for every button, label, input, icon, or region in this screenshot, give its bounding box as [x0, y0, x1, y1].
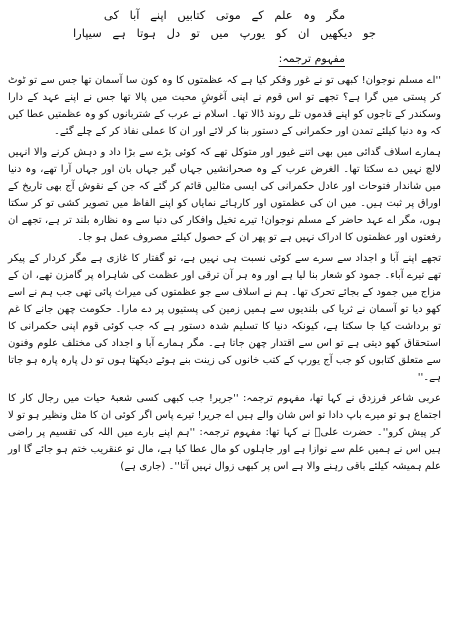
poem-line-2: جو دیکھیں ان کو یورپ میں تو دل ہوتا ہے سیپارا — [72, 26, 377, 40]
paragraph-1: ''اے مسلم نوجوان! کبھی تو نے غور وفکر کیا ہے کہ عظمتوں کا وہ کون سا آسمان تھا جس سے تو ٹوٹ کر پستی میں گرا ہے؟ تجھے تو اس قوم نے اپنی آغوشِ محبت میں پالا تھا جس نے اپنے عہد کے دارا وسکندر کے تاجوں کو اپنے قدموں تلے روند ڈالا تھا۔ اسلام نے عرب کے شتربانوں کو وہ عظمتیں عطا کیں کہ وہ دنیا کیلئے تمدن اور حکمرانی کے دستور بنا کر لائے اور ان کا عملی نفاذ کر کے چلے گئے۔ — [8, 75, 441, 137]
translation-heading: مفہوم ترجمہ: — [278, 52, 345, 65]
paragraph-2: ہمارے اسلاف گدائی میں بھی اتنے غیور اور متوکل تھے کہ کوئی بڑے سے بڑا داد و دہش کرنے والا انہیں لالچ نہیں دے سکتا تھا۔ الغرض عرب کے وہ صحرانشیں جہاں گیر جہاں بان اور جہاں آرا تھے، وہ دنیا میں شاندار فتوحات اور عادل حکمرانی کی ایسی مثالیں قائم کر گئے کہ جن کے نقوش آج بھی تاریخ کے اوراق پر ثبت ہیں۔ میں ان کی عظمتوں اور کارہائے نمایاں کو اپنے الفاظ میں تصویر کشی تو کر سکتا ہوں، مگر اے عہد حاضر کے مسلم نوجوان! تیرے تخیل وافکار کی دنیا سے وہ نظارہ بلند تر ہے، تجھے ان رفعتوں اور عظمتوں کا ادراک نہیں ہے تو پھر ان کے حصول کیلئے مصروف عمل ہو جا۔ — [8, 147, 441, 243]
paragraph-4: عربی شاعر فرزدق نے کہا تھا، مفہوم ترجمہ: ''جریر! جب کبھی کسی شعبۂ حیات میں رجال کار کا اجتماع ہو تو میرے باپ دادا تو اس شان والے ہیں اے جریر! تیرے پاس اگر کوئی ان کا مثل ونظیر ہو تو لا کر پیش کرو''۔ حضرت علیؓ نے کہا تھا: مفہوم ترجمہ: ''ہم اپنے بارے میں اللہ کی تقسیم پر راضی ہیں اس نے ہمیں علم سے نوازا ہے اور جاہلوں کو مال عطا کیا ہے، مال تو عنقریب ختم ہو جائے گا اور علم ہمیشہ کیلئے باقی رہنے والا ہے اس پر کبھی زوال نہیں آتا''۔ (جاری ہے) — [8, 393, 441, 472]
paragraph-3: تجھے اپنے آبا و اجداد سے سرے سے کوئی نسبت ہی نہیں ہے، تو گفتار کا غازی ہے مگر کردار کے پیکر تھے تیرے آباء۔ جمود کو شعار بنا لیا ہے اور وہ ہر آن ترقی اور عظمت کی شاہراہ پر گامزن تھے، ان کے مزاج میں جمود کے بجائے تحرک تھا۔ ہم نے اسلاف سے جو عظمتوں کی میراث پائی تھی جب ہم نے اسے کھو دیا تو آسمان نے ثریا کی بلندیوں سے ہمیں زمین کی پستیوں پر دے مارا۔ حکومت چھن جانے کا غم تو برداشت کیا جا سکتا ہے، کیونکہ دنیا کا تسلیم شدہ دستور ہے کہ جب کوئی قوم اپنی حکمرانی کا استحقاق کھو دیتی ہے تو اس سے اقتدار چھن جاتا ہے۔ مگر ہمارے آبا و اجداد کی مختلف علوم وفنون سے متعلق کتابوں کو جب آج یورپ کے کتب خانوں کی زینت بنے ہوئے دیکھتا ہوں تو دل پارہ پارہ ہو جاتا ہے۔'' — [8, 253, 441, 383]
poem-line-1: مگر وہ علم کے موتی کتابیں اپنے آبا کی — [103, 8, 346, 22]
